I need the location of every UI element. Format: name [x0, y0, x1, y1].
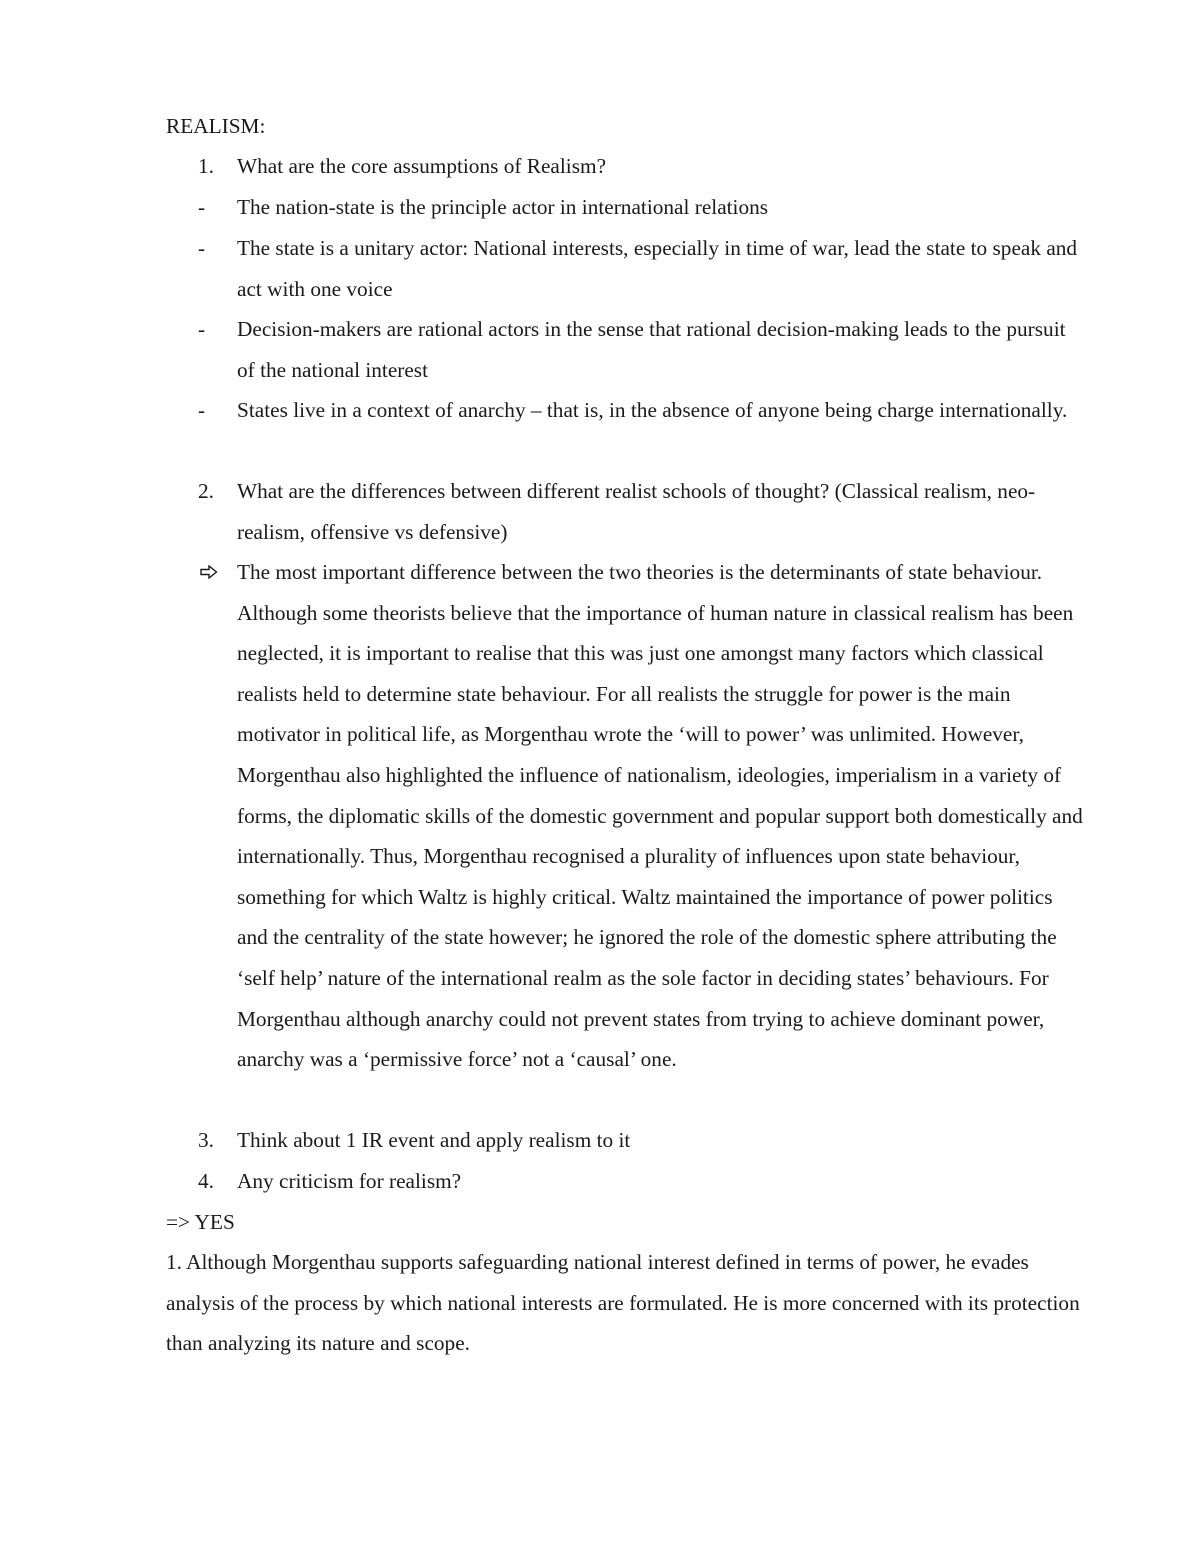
- document-title: REALISM:: [166, 114, 266, 138]
- question-1-number: 1.: [198, 154, 214, 178]
- question-4-text: Any criticism for realism?: [237, 1169, 462, 1193]
- question-3-text: Think about 1 IR event and apply realism to it: [237, 1128, 631, 1152]
- question-2: [166, 471, 1096, 552]
- question-2-number: 2.: [198, 479, 214, 503]
- question-4-number: 4.: [198, 1169, 214, 1193]
- bullet-marker: -: [198, 317, 206, 341]
- bullet-marker: -: [198, 195, 206, 219]
- question-1-text: What are the core assumptions of Realism?: [237, 154, 607, 178]
- bullet-item: [166, 187, 1096, 228]
- bullet-text: The nation-state is the principle actor in international relations: [237, 195, 769, 219]
- question-3-number: 3.: [198, 1128, 214, 1152]
- question-4: [166, 1161, 1096, 1202]
- arrow-right-outline-icon: [200, 552, 230, 579]
- question-2-text: What are the differences between different realist schools of thought? (Classical realism, neo-realism, offensive vs defensive): [237, 479, 1036, 544]
- question-3: [166, 1120, 1096, 1161]
- answer-text: The most important difference between the two theories is the determinants of state behaviour. Although some theorists believe that the importance of human nature in classical realism has been neglected, it is important to realise that this was just one amongst many factors which classical realists held to determine state behaviour. For all realists the struggle for power is the main motivator in political life, as Morgenthau wrote the ‘will to power’ was unlimited. However, Morgenthau also highlighted the influence of nationalism, ideologies, imperialism in a variety of forms, the diplomatic skills of the domestic government and popular support both domestically and internationally. Thus, Morgenthau recognised a plurality of influences upon state behaviour, something for which Waltz is highly critical. Waltz maintained the importance of power politics and the centrality of the state however; he ignored the role of the domestic sphere attributing the ‘self help’ nature of the international realm as the sole factor in deciding states’ behaviours. For Morgenthau although anarchy could not prevent states from trying to achieve dominant power, anarchy was a ‘permissive force’ not a ‘causal’ one.: [237, 560, 1083, 1072]
- bullet-item: [166, 309, 1096, 390]
- bullet-text: Decision-makers are rational actors in the sense that rational decision-making leads to the pursuit of the national interest: [237, 317, 1066, 382]
- answer-paragraph: [166, 552, 1096, 1080]
- bullet-marker: -: [198, 236, 206, 260]
- yes-line: => YES: [166, 1210, 235, 1234]
- bullet-text: The state is a unitary actor: National interests, especially in time of war, lead the state to speak and act with one voice: [237, 236, 1078, 301]
- bullet-text: States live in a context of anarchy – that is, in the absence of anyone being charge internationally.: [237, 398, 1068, 422]
- criticism-paragraph: 1. Although Morgenthau supports safeguarding national interest defined in terms of power, he evades analysis of the process by which national interests are formulated. He is more concerned with its protection than analyzing its nature and scope.: [166, 1250, 1080, 1356]
- bullet-marker: -: [198, 398, 206, 422]
- bullet-item: [166, 228, 1096, 309]
- question-1: [166, 146, 1096, 187]
- bullet-item: [166, 390, 1096, 431]
